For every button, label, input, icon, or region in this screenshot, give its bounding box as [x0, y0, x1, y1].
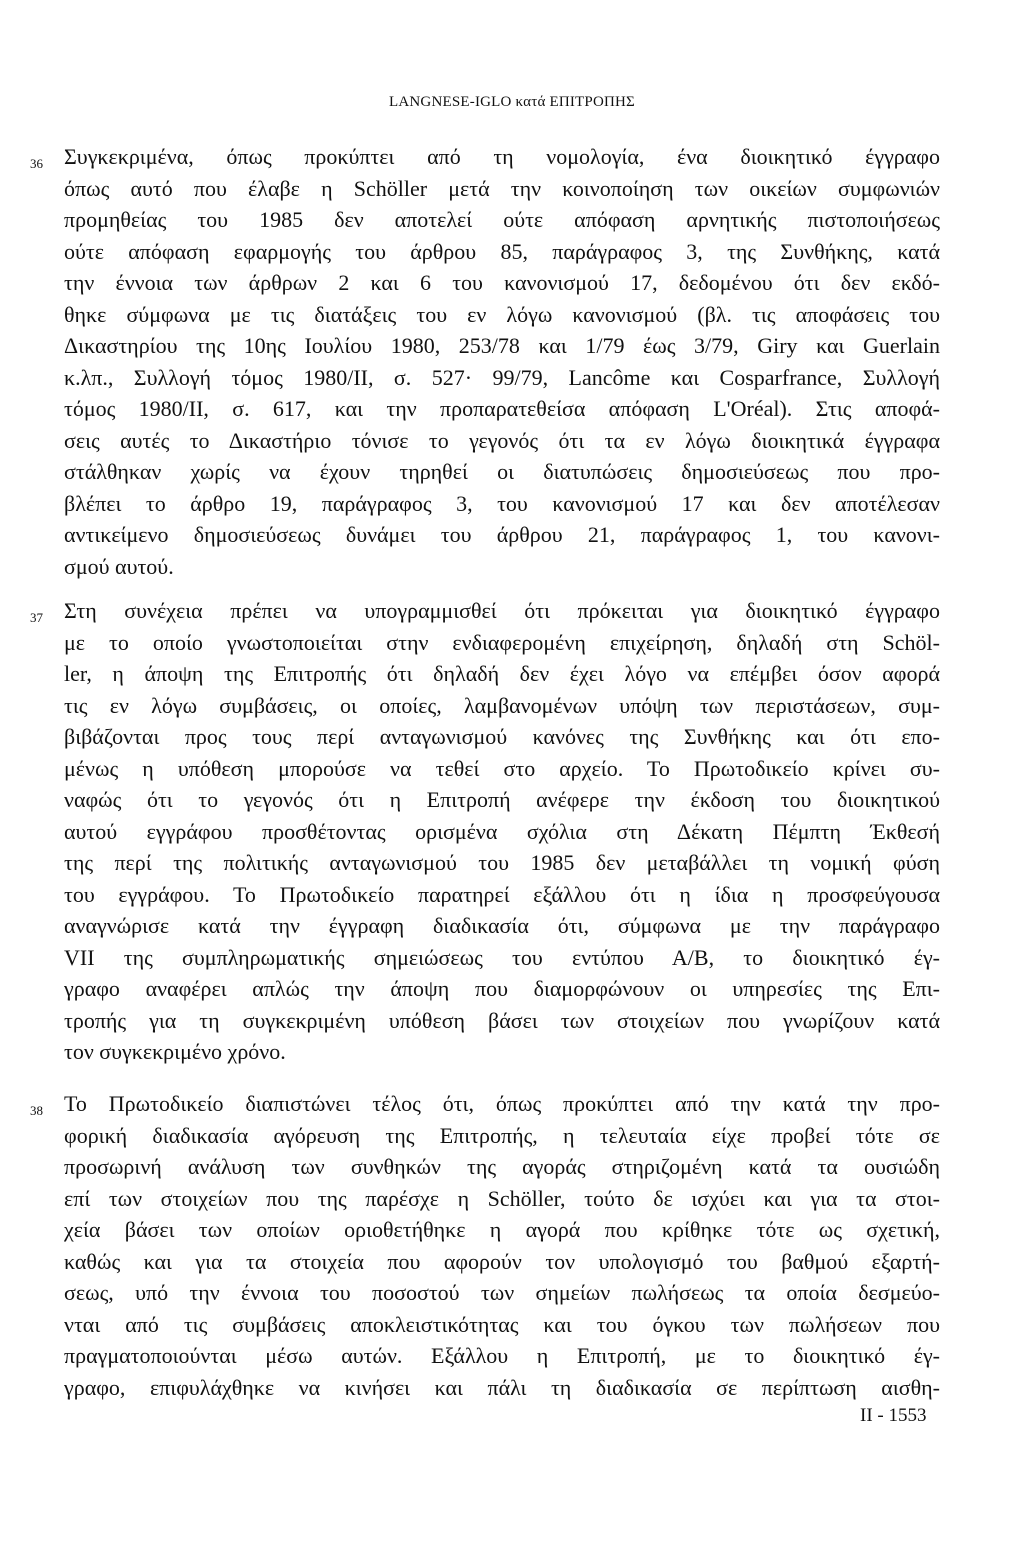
text-line: όπως αυτό που έλαβε η Schöller μετά την κοινοποίηση των οικείων συμφωνιών: [64, 175, 940, 201]
text-line: γραφο, επιφυλάχθηκε να κινήσει και πάλι τη διαδικασία σε περίπτωση αισθη-: [64, 1374, 940, 1400]
text-line: καθώς και για τα στοιχεία που αφορούν τον υπολογισμό του βαθμού εξαρτή-: [64, 1248, 940, 1274]
paragraph-number: 37: [30, 610, 43, 625]
text-line: σεις αυτές το Δικαστήριο τόνισε το γεγονός ότι τα εν λόγω διοικητικά έγγραφα: [64, 427, 940, 453]
paragraph-38: [64, 1088, 940, 1403]
text-line: θηκε σύμφωνα με τις διατάξεις του εν λόγω κανονισμού (βλ. τις αποφάσεις του: [64, 301, 940, 327]
text-line: Δικαστηρίου της 10ης Ιουλίου 1980, 253/78 και 1/79 έως 3/79, Giry και Guerlain: [64, 333, 940, 358]
text-line: Συγκεκριμένα, όπως προκύπτει από τη νομολογία, ένα διοικητικό έγγραφο: [64, 144, 940, 169]
text-line: την έννοια των άρθρων 2 και 6 του κανονισμού 17, δεδομένου ότι δεν εκδό-: [64, 270, 940, 295]
paragraph-36: [64, 141, 940, 582]
page-header: LANGNESE-IGLO κατά ΕΠΙΤΡΟΠΗΣ: [389, 94, 635, 110]
text-line: ler, η άποψη της Επιτροπής ότι δηλαδή δεν έχει λόγο να επέμβει όσον αφορά: [64, 661, 940, 686]
text-line: στάλθηκαν χωρίς να έχουν τηρηθεί οι διατυπώσεις δημοσιεύσεως που προ-: [64, 459, 940, 484]
paragraph-number: 38: [30, 1103, 43, 1118]
text-line: ούτε απόφαση εφαρμογής του άρθρου 85, παράγραφος 3, της Συνθήκης, κατά: [64, 238, 940, 264]
text-line: τον συγκεκριμένο χρόνο.: [64, 1039, 286, 1064]
page-number: II - 1553: [860, 1405, 927, 1426]
text-line: ναφώς ότι το γεγονός ότι η Επιτροπή ανέφερε την έκδοση του διοικητικού: [64, 787, 940, 812]
text-line: νται από τις συμβάσεις αποκλειστικότητας και του όγκου των πωλήσεων που: [64, 1311, 940, 1337]
text-line: βλέπει το άρθρο 19, παράγραφος 3, του κανονισμού 17 και δεν αποτέλεσαν: [64, 490, 940, 516]
text-line: βιβάζονται προς τους περί ανταγωνισμού κανόνες της Συνθήκης και ότι επο-: [64, 724, 940, 749]
text-line: του εγγράφου. Το Πρωτοδικείο παρατηρεί εξάλλου ότι η ίδια η προσφεύγουσα: [64, 881, 940, 907]
text-line: γραφο αναφέρει απλώς την άποψη που διαμορφώνουν οι υπηρεσίες της Επι-: [64, 976, 940, 1001]
text-line: χεία βάσει των οποίων οριοθετήθηκε η αγορά που κρίθηκε τότε ως σχετική,: [64, 1217, 940, 1242]
paragraph-37: [64, 595, 940, 1068]
text-line: της περί της πολιτικής ανταγωνισμού του 1985 δεν μεταβάλλει τη νομική φύση: [64, 850, 940, 875]
text-line: μένως η υπόθεση μπορούσε να τεθεί στο αρχείο. Το Πρωτοδικείο κρίνει συ-: [64, 755, 940, 781]
text-line: VII της συμπληρωματικής σημειώσεως του εντύπου Α/Β, το διοικητικό έγ-: [64, 944, 940, 970]
text-line: επί των στοιχείων που της παρέσχε η Schöller, τούτο δε ισχύει και για τα στοι-: [64, 1185, 940, 1211]
text-line: σεως, υπό την έννοια του ποσοστού των σημείων πωλήσεως τα οποία δεσμεύο-: [64, 1280, 940, 1305]
paragraph-number: 36: [30, 156, 43, 171]
text-line: Το Πρωτοδικείο διαπιστώνει τέλος ότι, όπως προκύπτει από την κατά την προ-: [64, 1091, 940, 1116]
text-line: κ.λπ., Συλλογή τόμος 1980/ΙΙ, σ. 527· 99/79, Lancôme και Cosparfrance, Συλλογή: [64, 364, 940, 390]
text-line: αυτού εγγράφου προσθέτοντας ορισμένα σχόλια στη Δέκατη Πέμπτη Έκθεσή: [64, 818, 940, 844]
text-line: τόμος 1980/ΙΙ, σ. 617, και την προπαρατεθείσα απόφαση L'Oréal). Στις αποφά-: [64, 396, 940, 421]
text-line: τροπής για τη συγκεκριμένη υπόθεση βάσει των στοιχείων που γνωρίζουν κατά: [64, 1007, 940, 1033]
text-line: φορική διαδικασία αγόρευση της Επιτροπής, η τελευταία είχε προβεί τότε σε: [64, 1122, 940, 1148]
text-line: τις εν λόγω συμβάσεις, οι οποίες, λαμβανομένων υπόψη των περιστάσεων, συμ-: [64, 692, 940, 718]
text-line: αναγνώρισε κατά την έγγραφη διαδικασία ότι, σύμφωνα με την παράγραφο: [64, 913, 940, 938]
text-line: προμηθείας του 1985 δεν αποτελεί ούτε απόφαση αρνητικής πιστοποιήσεως: [64, 207, 940, 232]
text-line: αντικείμενο δημοσιεύσεως δυνάμει του άρθρου 21, παράγραφος 1, του κανονι-: [64, 522, 940, 547]
text-line: Στη συνέχεια πρέπει να υπογραμμισθεί ότι πρόκειται για διοικητικό έγγραφο: [64, 598, 940, 623]
text-line: σμού αυτού.: [64, 553, 174, 579]
text-line: πραγματοποιούνται μέσω αυτών. Εξάλλου η Επιτροπή, με το διοικητικό έγ-: [64, 1343, 940, 1368]
text-line: με το οποίο γνωστοποιείται στην ενδιαφερομένη επιχείρηση, δηλαδή στη Schöl-: [64, 629, 940, 655]
text-line: προσωρινή ανάλυση των συνθηκών της αγοράς στηριζομένη κατά τα ουσιώδη: [64, 1154, 940, 1179]
